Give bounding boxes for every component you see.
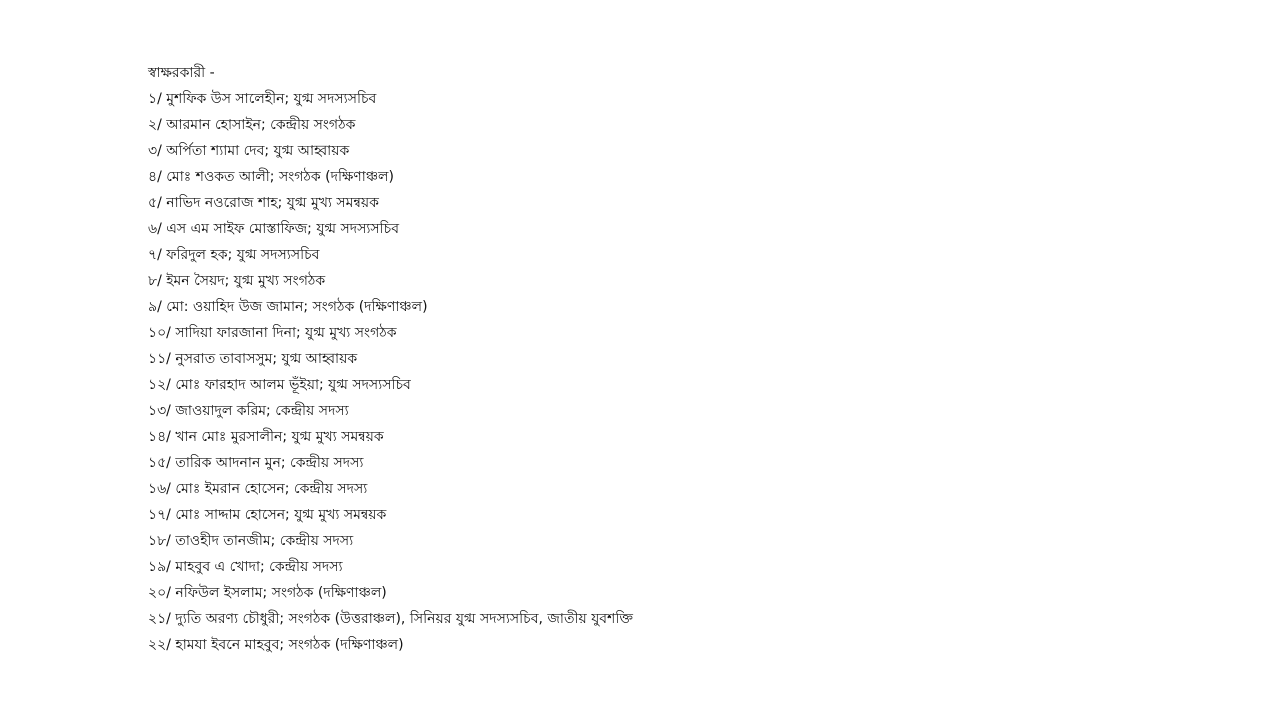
signatory-item: ১৩/ জাওয়াদুল করিম; কেন্দ্রীয় সদস্য [148,403,349,419]
signatory-item: ১৮/ তাওহীদ তানজীম; কেন্দ্রীয় সদস্য [148,533,354,549]
signatory-item: ৮/ ইমন সৈয়দ; যুগ্ম মুখ্য সংগঠক [148,273,326,289]
signatory-item: ১২/ মোঃ ফারহাদ আলম ভূঁইয়া; যুগ্ম সদস্যসচিব [148,377,411,393]
signatory-item: ১৬/ মোঃ ইমরান হোসেন; কেন্দ্রীয় সদস্য [148,481,368,497]
signatory-item: ১৫/ তারিক আদনান মুন; কেন্দ্রীয় সদস্য [148,455,364,471]
signatory-item: ৫/ নাভিদ নওরোজ শাহ; যুগ্ম মুখ্য সমন্বয়ক [148,195,379,211]
signatory-item: ১১/ নুসরাত তাবাসসুম; যুগ্ম আহ্বায়ক [148,351,358,367]
signatory-item: ১/ মুশফিক উস সালেহীন; যুগ্ম সদস্যসচিব [148,91,377,107]
signatory-item: ২১/ দ্যুতি অরণ্য চৌধুরী; সংগঠক (উত্তরাঞ্চল), সিনিয়র যুগ্ম সদস্যসচিব, জাতীয় যুবশক্তি [148,611,633,627]
signatory-item: ২/ আরমান হোসাইন; কেন্দ্রীয় সংগঠক [148,117,356,133]
signatory-item: ২০/ নফিউল ইসলাম; সংগঠক (দক্ষিণাঞ্চল) [148,585,387,601]
signatory-item: ৭/ ফরিদুল হক; যুগ্ম সদস্যসচিব [148,247,320,263]
signatory-item: ১৭/ মোঃ সাদ্দাম হোসেন; যুগ্ম মুখ্য সমন্বয়ক [148,507,387,523]
signatory-item: ৬/ এস এম সাইফ মোস্তাফিজ; যুগ্ম সদস্যসচিব [148,221,399,237]
signatory-item: ১০/ সাদিয়া ফারজানা দিনা; যুগ্ম মুখ্য সংগঠক [148,325,397,341]
signatory-item: ৪/ মোঃ শওকত আলী; সংগঠক (দক্ষিণাঞ্চল) [148,169,394,185]
signatory-list [148,86,1248,658]
signatory-item: ২২/ হামযা ইবনে মাহবুব; সংগঠক (দক্ষিণাঞ্চল) [148,637,404,653]
signatory-item: ৩/ অর্পিতা শ্যামা দেব; যুগ্ম আহ্বায়ক [148,143,350,159]
signatory-item: ৯/ মো: ওয়াহিদ উজ জামান; সংগঠক (দক্ষিণাঞ্চল) [148,299,428,315]
signatory-section [148,60,1248,658]
signatories-heading: স্বাক্ষরকারী - [148,65,215,81]
signatory-item: ১৪/ খান মোঃ মুরসালীন; যুগ্ম মুখ্য সমন্বয়ক [148,429,384,445]
signatory-item: ১৯/ মাহবুব এ খোদা; কেন্দ্রীয় সদস্য [148,559,343,575]
